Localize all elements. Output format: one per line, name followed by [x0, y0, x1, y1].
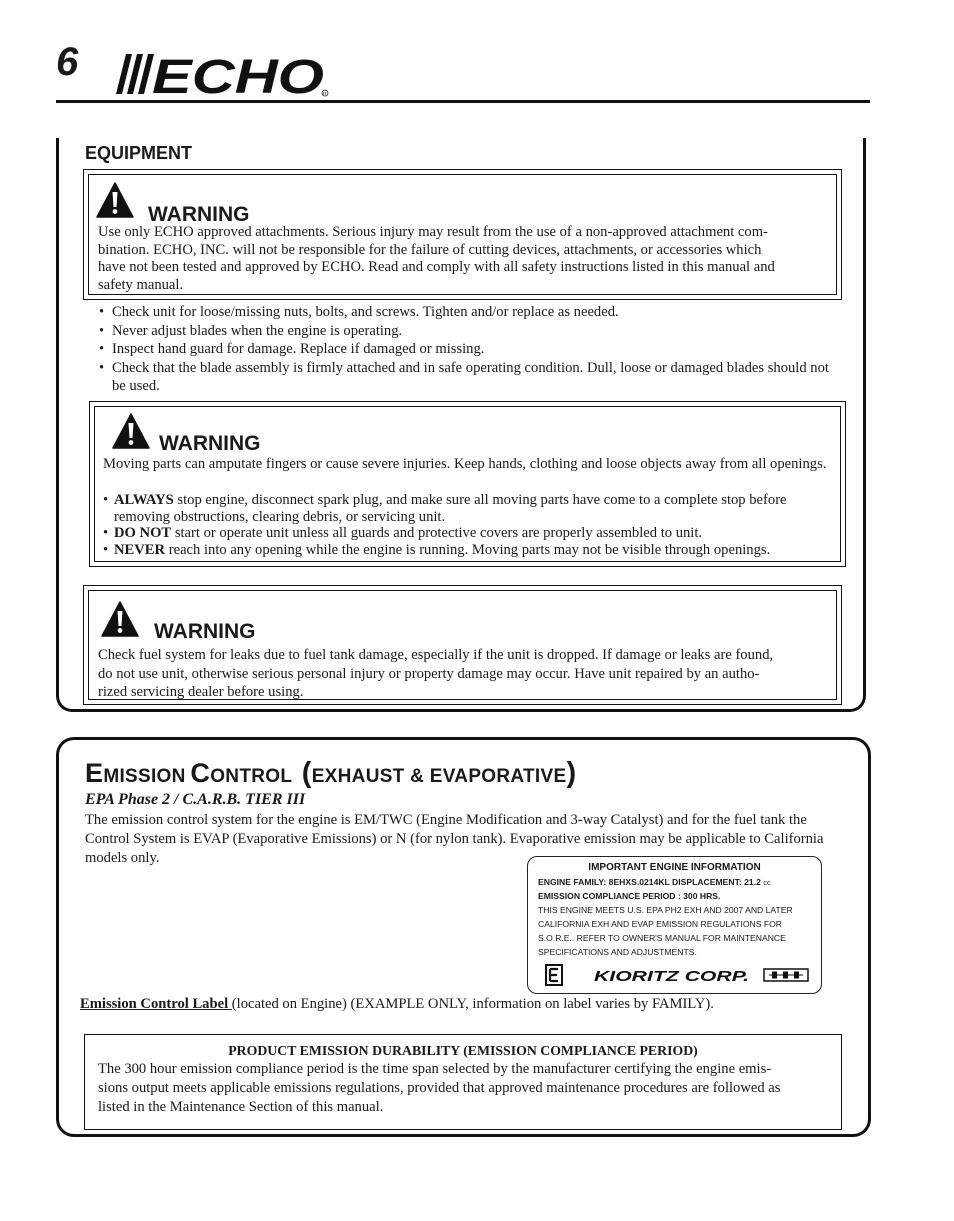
label-engine-family: ENGINE FAMILY: 8EHXS.0214KL DISPLACEMENT: 21.2 cc: [538, 877, 771, 887]
list-item: • Check unit for loose/missing nuts, bolts, and screws. Tighten and/or replace as needed.: [96, 303, 836, 322]
durability-title: PRODUCT EMISSION DURABILITY (EMISSION COMPLIANCE PERIOD): [228, 1043, 698, 1058]
list-item: • NEVER reach into any opening while the engine is running. Moving parts may not be visible through openings.: [103, 542, 838, 559]
emission-subtitle: EPA Phase 2 / C.A.R.B. TIER III: [85, 791, 306, 808]
label-title: IMPORTANT ENGINE INFORMATION: [588, 862, 761, 873]
durability-body: The 300 hour emission compliance period is the time span selected by the manufacturer certifying the engine emis- sions output meets applicable emissions regulations, provided that approved maintenance procedures are followed as listed in the Maintenance Section of this manual.: [98, 1061, 781, 1115]
echo-logo: [112, 50, 334, 98]
warning-triangle-icon: [112, 413, 150, 449]
warning-intro: Moving parts can amputate fingers or cause severe injuries. Keep hands, clothing and loose objects away from all openings.: [103, 456, 827, 472]
label-compliance-period: EMISSION COMPLIANCE PERIOD : 300 HRS.: [538, 891, 721, 901]
warning-body: Use only ECHO approved attachments. Serious injury may result from the use of a non-approved attachment com- bination. ECHO, INC. will not be responsible for the failure of cutting devices, attachments, or accessories which have not been tested and approved by ECHO. Read and comply with all safety instructions listed in this manual and safety manual.: [98, 224, 775, 293]
page-number: 6: [56, 40, 79, 84]
warning-body: Check fuel system for leaks due to fuel tank damage, especially if the unit is dropped. If damage or leaks are found, do not use unit, otherwise serious personal injury or property damage may occur. Have unit repaired by an autho- rized servicing dealer before using.: [98, 647, 774, 701]
warning-title: WARNING: [148, 203, 250, 226]
label-caption: Emission Control Label (located on Engine) (EXAMPLE ONLY, information on label varies by FAMILY).: [80, 996, 714, 1012]
list-item: • Check that the blade assembly is firmly attached and in safe operating condition. Dull, loose or damaged blades should not be used.: [96, 359, 836, 396]
equipment-checklist: [96, 303, 836, 396]
list-item: • Never adjust blades when the engine is operating.: [96, 322, 836, 341]
warning-box-attachments: [83, 169, 842, 300]
logo-wordmark: ECHO: [152, 51, 324, 98]
warning-triangle-icon: [96, 182, 134, 218]
warning-title: WARNING: [154, 620, 256, 643]
kioritz-logo: [536, 963, 816, 987]
list-item: • Inspect hand guard for damage. Replace if damaged or missing.: [96, 340, 836, 359]
label-text-line: CALIFORNIA EXH AND EVAP EMISSION REGULATIONS FOR: [538, 919, 783, 929]
warning-title: WARNING: [159, 432, 261, 455]
emission-title: EMISSION CONTROL (EXHAUST & EVAPORATIVE): [85, 757, 577, 789]
emission-control-label: [527, 856, 822, 994]
durability-box: [84, 1034, 842, 1130]
svg-text:R: R: [323, 91, 327, 96]
emission-body: The emission control system for the engine is EM/TWC (Engine Modification and 3-way Catalyst) and for the fuel tank the Control System is EVAP (Evaporative Emissions) or N (for nylon tank). Evaporative emission may be applicable to California models only.: [85, 812, 824, 866]
label-text-line: SPECIFICATIONS AND ADJUSTMENTS.: [538, 947, 697, 957]
warning-rules: [103, 492, 838, 558]
header-rule: [56, 100, 870, 103]
warning-box-fuel-leaks: [83, 585, 842, 705]
label-text-line: S.O.R.E.. REFER TO OWNER'S MANUAL FOR MAINTENANCE: [538, 933, 786, 943]
list-item: • ALWAYS stop engine, disconnect spark plug, and make sure all moving parts have come to a complete stop before removing obstructions, clearing debris, or servicing unit.: [103, 492, 838, 525]
list-item: • DO NOT start or operate unit unless all guards and protective covers are properly assembled to unit.: [103, 525, 838, 542]
warning-box-moving-parts: [89, 401, 846, 567]
warning-triangle-icon: [101, 601, 139, 637]
brand-wordmark: KIORITZ CORP.: [594, 968, 749, 985]
equipment-heading: EQUIPMENT: [85, 143, 193, 163]
label-text-line: THIS ENGINE MEETS U.S. EPA PH2 EXH AND 2007 AND LATER: [538, 905, 793, 915]
